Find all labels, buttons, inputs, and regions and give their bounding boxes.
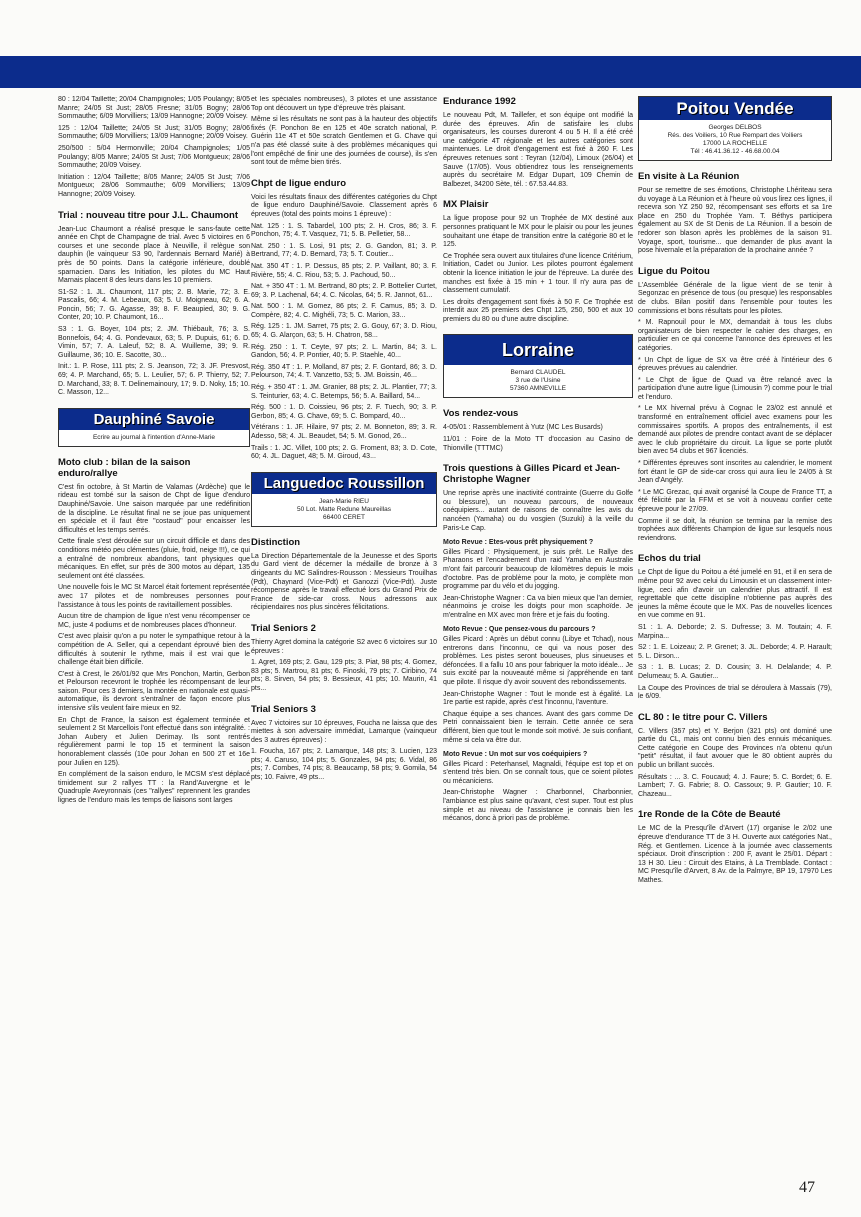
article-paragraph: Cette finale s'est déroulée sur un circuit difficile et dans des conditions météo peu clémentes (pluie, froid, neige !!!), ce qui a entraîné de nombreux abandons, tant physiques que mécaniques. En effet, sur près de 300 motos au départ, 135 seulement ont été classées. [58,538,250,580]
interview-answer: Jean-Christophe Wagner : Tout le monde est à égalité. La 1re partie est rapide, après c'est l'inconnu, l'aventure. [443,690,633,707]
results-reg-125: Rég. 125 : 1. JM. Sarret, 75 pts; 2. G. Gouy, 67; 3. D. Riou, 65; 4. G. Alarçon, 63; 5. H. Chatron, 58... [251,323,437,340]
echos-trial-title: Echos du trial [638,553,701,565]
results-init: Init.: 1. P. Rose, 111 pts; 2. S. Jeanson, 72; 3. JF. Presvost, 69; 4. P. Marchand, 65; 5. L. Leulier, 57; 6. P. Thierry, 52; 7. D. Marchand, 33; 8. T. Delinemainoury, 17; 9. D. Noky, 15; 10. C. Masson, 12... [58,363,250,397]
page-number: 47 [799,1179,815,1196]
article-paragraph: * Le Chpt de ligue de Quad va être relancé avec la participation d'une autre ligue (Limousin ?) comme pour le trial et l'enduro. [638,376,832,401]
results-nat-plus-350-4t: Nat. + 350 4T : 1. M. Bertrand, 80 pts; 2. P. Bottelier Curtet, 69; 3. P. Lachenal, 64; 4. C. Nicolas, 64; 5. R. Jannot, 61... [251,283,437,299]
article-paragraph: * Un Chpt de ligue de SX va être créé à l'intérieur des 6 épreuves prévues au calendrier. [638,356,832,373]
article-paragraph: Les droits d'engagement sont fixés à 50 F. Ce Trophée est interdit aux 25 premiers des Chpt 125, 250, 500 et aux 10 premiers du 80 ou d'une autre discipline. [443,298,633,323]
trial-seniors-3-title: Trial Seniors 3 [251,703,316,715]
article-paragraph: Thierry Agret domina la catégorie S2 avec 6 victoires sur 10 épreuves : [251,638,437,655]
interview-answer: Jean-Christophe Wagner : Ca va bien mieux que l'an dernier, néanmoins je croise les doigts pour mon scaphoïde. Je m'entraîne en MX avec mon frère et je fais du footing. [443,594,633,619]
results-cl-80: Résultats : ... 3. C. Foucaud; 4. J. Faure; 5. C. Bordet; 6. E. Lambert; 7. G. Fabrie; 8. O. Cassoux; 9. P. Gautier; 10. F. Chazeau... [638,773,832,798]
results-s3: S3 : 1. G. Boyer, 104 pts; 2. JM. Thiébault, 76; 3. S. Bonnefois, 64; 4. G. Pondevaux, 63; 5. P. Dupuis, 61; 6. D. Vimin, 57; 7. A. Laleuf, 52; 8. A. Wuilleme, 39; 9. R. Guillaume, 36; 10. E. Sacotte, 30... [58,326,250,359]
column-4 [638,96,832,1217]
moto-club-title: Moto club : bilan de la saison enduro/rallye [58,456,191,479]
ronde-cote-beaute-title: 1re Ronde de la Côte de Beauté [638,809,781,821]
contact-city: 17000 LA ROCHELLE [702,140,768,147]
contact-name: Bernard CLAUDEL [510,369,566,377]
article-paragraph: * M. Rapnouil pour le MX, demandait à tous les clubs organisateurs de bien respecter le cahier des charges, en particulier en ce qui concerne l'annonce des épreuves et les catégories. [638,319,832,352]
article-paragraph: Une reprise après une inactivité contrainte (Guerre du Golfe ou blessure), un nouveau parcours, de nouveaux coéquipiers... autant de raisons de connaître les avis du nancéen (Yamaha) ou du vosgien (Suzuki) à la veille du Paris-Le Cap. [443,490,633,532]
interview-answer: Chaque équipe a ses chances. Avant des gars comme De Petri connaissaient bien le terrain. Cette année ce sera différent, bien que tout le monde soit motivé. Je suis confiant, même si cela va être dur. [443,710,633,744]
enduro-title: Chpt de ligue enduro [251,177,346,189]
trial-seniors-2-title: Trial Seniors 2 [251,622,316,634]
calendar-initiation: Initiation : 12/04 Taillette; 8/05 Manre; 24/05 St Just; 7/06 Montgueux; 28/06 Sommauthe; 6/09 Morvilliers; 13/09 Hannogne; 20/09 Voisey. [58,173,250,198]
event-item: 11/01 : Foire de la Moto TT d'occasion au Casino de Thionville (TTTMC) [443,436,633,452]
results-s3: 1. Foucha, 167 pts; 2. Lamarque, 148 pts; 3. Lucien, 123 pts; 4. Caruso, 104 pts; 5. Gonzales, 94 pts; 6. Vidal, 86 pts; 7. Combes, 74 pts; 8. Beaucamp, 58 pts; 9. Gomila, 54 pts; 10. Faivre, 49 pts... [251,748,437,782]
region-contact [252,494,436,526]
region-title: Lorraine [444,335,632,365]
region-contact [444,365,632,397]
article-paragraph: Jean-Luc Chaumont a réalisé presque le sans-faute cette année en Chpt de Champagne de trial. Avec 5 victoires en 6 courses et une seconde place à Neuville, il relègue son dauphin (le vainqueur S3 90, l'ardennais Bernard Marié) à près de 50 points. Dans la catégorie inférieure, doublé sparnacien. Dans les Initiation, les pilotes du MC Haut Marnais placent 8 des leurs dans les 10 premiers. [58,225,250,285]
endurance-1992-title: Endurance 1992 [443,96,516,107]
contact-address: Rés. des Voiliers, 10 Rue Rempart des Voiliers [667,132,803,139]
results-veterans: Vétérans : 1. JF. Hilaire, 97 pts; 2. M. Bonneton, 89; 3. R. Adesso, 58; 4. JL. Beaudet, 54; 5. M. Gonod, 26... [251,424,437,440]
reunion-title: En visite à La Réunion [638,171,740,182]
article-paragraph: Une nouvelle fois le MC St Marcel était fortement représentée avec 17 pilotes et de nombreuses personnes pour l'assistance à tous les points de ravitaillement possibles. [58,584,250,609]
interview-answer: Gilles Picard : Physiquement, je suis prêt. Le Rallye des Pharaons et l'encadrement d'un raid Yamaha en Australie m'ont fait parcourir beaucoup de kilomètres depuis le mois d'octobre. Pas de problème pour la moto, je complète mon programme par du vélo et du jogging. [443,548,633,591]
region-title: Dauphiné Savoie [59,409,249,430]
dauphine-savoie-box [58,408,250,447]
results-nat-500: Nat. 500 : 1. M. Gomez, 86 pts; 2. F. Camus, 85; 3. D. Compère, 82; 4. C. Mighéli, 73; 5. C. Marion, 33... [251,303,437,319]
article-paragraph: La Direction Départementale de la Jeunesse et des Sports du Gard vient de décerner la médaille de bronze à 3 dirigeants du MC Salindres-Rousson : Messieurs Trouilhas (Pdt), Chaynard (Vice-Pdt) et Ganozzi (Vice-Pdt). Juste récompense après le travail effectué lors du Grand Prix de France de side-car cross. Nous adressons aux récipiendaires nos plus sincères félicitations. [251,552,437,612]
article-paragraph: En Chpt de France, la saison est également terminée et seulement 2 St Marcellois l'ont effectué dans son intégralité. : Johan Aubery et Julien Derimay. Ils sont rentrés régulièrement parmi le top 15 et terminent la saison honorablement classés (10e pour Johan en 500 2T et 16e pour Julien en 125). [58,716,250,767]
article-paragraph: Ce Trophée sera ouvert aux titulaires d'une licence Critérium, Initiation, Cadet ou Junior. Les pilotes pourront également obtenir la licence initiation le jour de l'épreuve. La durée des manches est fixée à 15 min + 1 tour. Il n'y aura pas de classement cumulatif. [443,252,633,295]
results-reg-plus-350-4t: Rég. + 350 4T : 1. JM. Granier, 88 pts; 2. JL. Plantier, 77; 3. S. Teinturier, 63; 4. C. Betemps, 56; 5. A. Baillard, 54... [251,384,437,400]
article-paragraph: Avec 7 victoires sur 10 épreuves, Foucha ne laissa que des miettes à son adversaire immédiat, Lamarque (vainqueur des 3 autres épreuves) : [251,719,437,744]
column-1 [58,96,250,1217]
contact-address: 50 Lot. Matte Redune Maureillas [297,505,391,513]
article-paragraph: et les spéciales nombreuses), 3 pilotes et une assistance Top ont découvert un type d'épreuve très plaisant. [251,96,437,112]
calendar-80: 80 : 12/04 Taillette; 20/04 Champignoles; 1/05 Poulangy; 8/05 Manre; 24/05 St Just; 28/05 Fresne; 31/05 Bogny; 28/06 Sommauthe; 6/09 Morvilliers; 13/09 Hannogne; 20/09 Voisey. [58,96,250,121]
mx-plaisir-title: MX Plaisir [443,199,489,211]
calendar-125: 125 : 12/04 Taillette; 24/05 St Just; 31/05 Bogny; 28/06 Sommauthe; 6/09 Morvilliers; 13/09 Hannogne; 20/09 Voisey. [58,124,250,141]
trial-chaumont-title: Trial : nouveau titre pour J.L. Chaumont [58,209,238,221]
article-paragraph: La ligue propose pour 92 un Trophée de MX destiné aux personnes pratiquant le MX pour le plaisir ou pour les jeunes souhaitant une étape de transition entre la catégorie 80 et le 125. [443,215,633,249]
article-paragraph: Même si les résultats ne sont pas à la hauteur des objectifs fixés (F. Ponchon 8e en 125 et 40e scratch national, P. Guérin 11e 4T et 50e scratch Gentlemen et G. Chave qui n'a pas été classé suite à des problèmes mécaniques qui l'ont empêché de finir une des journées de course), ils s'en sont tout de même bien tirés. [251,116,437,167]
ligue-poitou-title: Ligue du Poitou [638,265,710,277]
article-paragraph: Voici les résultats finaux des différentes catégories du Chpt de ligue enduro Dauphiné/Savoie. Classement après 6 épreuves (total des points moins 1 épreuve) : [251,193,437,218]
interview-answer: Gilles Picard : Peterhansel, Magnaldi, l'équipe est top et on s'entend très bien. On se connaît tous, que ce soient pilotes ou mécaniciens. [443,760,633,785]
interview-answer: Gilles Picard : Après un début connu (Libye et Tchad), nous entrerons dans l'inconnu, ce qui va nous poser des problèmes. Les pistes seront boueuses, plus sinueuses et défoncées. Il a fallu 10 ans pour fabriquer la moto idéale... Je suis excité par la nouveauté même si j'appréhende en tant que pilote. Il risque d'y avoir souvent des rebondissements. [443,635,633,686]
article-paragraph: La Coupe des Provinces de trial se déroulera à Massais (79), le 6/09. [638,684,832,701]
article-paragraph: Comme il se doit, la réunion se termina par la remise des trophées aux différents Champion de ligue sur lesquels nous reviendrons. [638,517,832,542]
article-paragraph: C. Villers (357 pts) et Y. Berjon (321 pts) ont dominé une partie du CL, mais ont connu bien des ennuis mécaniques. Cette catégorie en Coupe des Provinces n'a obtenu qu'un "petit" résultat, il faut avouer que le 80 obtient auprès du public un brillant succès. [638,727,832,770]
results-s1: S1 : 1. A. Deborde; 2. S. Dufresse; 3. M. Toutain; 4. F. Marpina... [638,623,832,640]
results-s2: 1. Agret, 169 pts; 2. Gau, 129 pts; 3. Piat, 98 pts; 4. Gomez, 83 pts; 5. Martrou, 81 pts; 6. Finoski, 79 pts; 7. Ciribino, 74 pts; 8. Sirven, 54 pts; 9. Bessieux, 41 pts; 10. Maurin, 41 pts... [251,659,437,692]
contact-name: Jean-Marie RIEU [319,497,369,505]
results-reg-350-4t: Rég. 350 4T : 1. P. Molland, 87 pts; 2. F. Gontard, 86; 3. D. Pelourson, 74; 4. T. Vanzetto, 53; 5. JM. Boissin, 46... [251,363,437,380]
region-contact [639,120,831,160]
results-reg-500: Rég. 500 : 1. D. Coissieu, 96 pts; 2. F. Tuech, 90; 3. P. Gerbon, 85; 4. G. Chave, 69; 5. C. Bompard, 40... [251,404,437,420]
languedoc-roussillon-box [251,472,437,527]
contact-address: 3 rue de l'Usine [515,377,561,385]
results-s2: S2 : 1. E. Loizeau; 2. P. Grenet; 3. JL. Deborde; 4. P. Harault; 5. L. Dirson... [638,644,832,660]
region-title: Poitou Vendée [639,97,831,120]
results-s1-s2: S1-S2 : 1. JL. Chaumont, 117 pts; 2. B. Marie, 72; 3. E. Pascalis, 66; 4. M. Lebeaux, 63; 5. U. Moigneau, 62; 6. A. Poncin, 56; 7. G. Agasse, 39; 8. F. Beaupied, 30; 9. G. Conter, 20; 10. P. Chaumont, 16... [58,288,250,322]
article-paragraph: Le MC de la Presqu'île d'Arvert (17) organise le 2/02 une épreuve d'endurance TT de 3 H. Ouverte aux catégories Nat., Rég. et Gentlemen. Licence à la journée avec classements spéciaux. Droit d'inscription : 200 F, avant le 25/01. Départ : 13 H 30. Lieu : Circuit des Etains, à La Tremblade. Contact : MC Presqu'île d'Arvert, 8 Av. de la Palmyre, BP 19, 17970 Les Mathes. [638,825,832,884]
article-paragraph: Le nouveau Pdt, M. Taillefer, et son équipe ont modifié la durée des épreuves. Afin de satisfaire les clubs organisateurs, les courses dureront 4 ou 5 H. Il a été créé une catégorie 4T régionale et les autres catégories sont maintenues. Le droit d'engagement est fixé à 260 F. Les épreuves retenues sont : Teyran (12/04), Limoux (26/04) et Sauve (17/05). Vous obtiendrez tous les renseignements auprès du secrétaire M. Edgar Dupart, 109 Chemin de Balbezet, 34200 Sète, tél. : 67.53.44.83. [443,112,633,188]
interview-question: Moto Revue : Etes-vous prêt physiquement ? [443,539,594,547]
article-paragraph: Pour se remettre de ses émotions, Christophe Lhériteau sera du voyage à La Réunion et à l'heure où vous lirez ces lignes, il recevra son YZ 250 92, récompensant ses efforts et sa 1re place en 250 du Trophée Yam. T. Béthys participera également au SX de St Denis de La Réunion. Il a besoin de redorer son blason après les problèmes de la saison 91. Voyage, sport, tourisme... que demander de plus avant la pose hivernale et la préparation de la prochaine année ? [638,187,832,255]
results-nat-125: Nat. 125 : 1. S. Tabardel, 100 pts; 2. H. Cros, 86; 3. F. Ponchon, 75; 4. T. Vasquez, 71; 5. B. Pelletier, 58... [251,222,437,239]
column-3 [443,96,633,1217]
results-nat-350-4t: Nat. 350 4T : 1. P. Dessus, 85 pts; 2. P. Vaillant, 80; 3. F. Rivière, 55; 4. C. Riou, 53; 5. J. Pachoud, 50... [251,262,437,279]
cl-80-title: CL 80 : le titre pour C. Villers [638,711,768,723]
article-paragraph: C'est fin octobre, à St Martin de Valamas (Ardèche) que le rideau est tombé sur la saison de Chpt de ligue d'enduro Dauphiné/Savoie. Une saison marquée par une redéfinition de la discipline. Le résultat final ne se joue pas uniquement en spéciale et il faut être "costaud" pour encaisser les difficultés et les temps serrés. [58,483,250,534]
article-paragraph: Aucun titre de champion de ligue n'est venu récompenser ce MC, juste 4 podiums et de nombreuses places d'honneur. [58,613,250,629]
vos-rendez-vous-title: Vos rendez-vous [443,408,519,420]
interview-question: Moto Revue : Que pensez-vous du parcours ? [443,626,596,634]
contact-name: Georges DELBOS [708,124,762,131]
article-paragraph: * Le MC Grezac, qui avait organisé la Coupe de France TT, a été félicité par la FFM et se voit à nouveau confier cette épreuve pour le 27/09. [638,488,832,513]
article-paragraph: * Le MX hivernal prévu à Cognac le 23/02 est annulé et transformé en entraînement officiel avec examens pour les commissaires sportifs. A propos des entraînements, il est demandé aux pilotes de prendre contact avant de se déplacer avec le club propriétaire du circuit. La ligue se porte plutôt bien avec 54 clubs et 967 licenciés. [638,405,832,456]
interview-answer: Jean-Christophe Wagner : Charbonnel, Charbonnier, l'ambiance est plus saine qu'avant, c'est super. Tout est plus simple et au niveau de l'assistance je connais bien les mécanos, donc à priori pas de problème. [443,789,633,823]
distinction-title: Distinction [251,536,301,548]
contact-city: 57360 AMNEVILLE [509,385,566,393]
lorraine-box [443,334,633,398]
event-item: 4-05/01 : Rassemblement à Yutz (MC Les Busards) [443,424,603,432]
results-nat-250: Nat. 250 : 1. S. Losi, 91 pts; 2. G. Gandon, 81; 3. P. Bertrand, 77; 4. D. Bernard, 73; 5. T. Coutier... [251,242,437,259]
trois-questions-title: Trois questions à Gilles Picard et Jean-Christophe Wagner [443,463,620,486]
article-paragraph: L'Assemblée Générale de la ligue vient de se tenir à Segonzac en présence de tous (ou presque) les responsables de clubs. Bilan positif dans l'ensemble pour toutes les commissions et bons résultats pour les pilotes. [638,281,832,315]
article-paragraph: Le Chpt de ligue du Poitou a été jumelé en 91, et il en sera de même pour 92 avec celui du Limousin et un classement inter-ligue, ceci afin d'avoir un calendrier plus attractif. Il est regrettable que cette discipline n'obtienne pas auprès des jeunes la même écoute que le MX. Pas de nouvelles licences en vue comme en 91. [638,569,832,620]
results-trails: Trails : 1. JC. Villet, 100 pts; 2. G. Froment, 83; 3. D. Cote, 60; 4. JL. Daguet, 48; 5. M. Giroud, 43... [251,444,437,461]
results-s3: S3 : 1. B. Lucas; 2. D. Cousin; 3. H. Delalande; 4. P. Delumeau; 5. A. Gautier... [638,664,832,680]
contact-phone: Tél : 46.41.36.12 - 46.68.00.04 [690,148,780,155]
article-paragraph: En complément de la saison enduro, le MCSM s'est déplacé timidement sur 2 rallyes TT : la Rand'Auvergne et le Quadruple Aveyronnais (ces "rallyes" reprennent les grandes lignes de l'enduro mais les temps de liaisons sont larges [58,771,250,804]
interview-question: Moto Revue : Un mot sur vos coéquipiers ? [443,751,588,759]
article-paragraph: C'est avec plaisir qu'on a pu noter le sympathique retour à la compétition de A. Seller, qui a cependant éprouvé bien des difficultés à soutenir le rythme, mais il est vrai que le challenge était bien difficile. [58,633,250,667]
calendar-250-500: 250/500 : 5/04 Hermonville; 20/04 Champignoles; 1/05 Poulangy; 8/05 Manre; 24/05 St Just; 7/06 Montgueux; 28/06 Sommauthe; 20/09 Voisey. [58,144,250,170]
contact-city: 66400 CERET [323,513,365,521]
article-paragraph: * Différentes épreuves sont inscrites au calendrier, le moment fort étant le GP de side-car cross qui aura lieu le 24/05 à St Jean d'Angély. [638,460,832,485]
poitou-vendee-box [638,96,832,161]
region-contact: Ecrire au journal à l'intention d'Anne-Marie [92,433,216,441]
header-band [0,56,861,88]
results-reg-250: Rég. 250 : 1. T. Ceyte, 97 pts; 2. L. Martin, 84; 3. L. Gandon, 56; 4. P. Pontier, 40; 5. P. Staehle, 40... [251,343,437,360]
column-2 [251,96,437,1217]
region-title: Languedoc Roussillon [252,473,436,494]
article-paragraph: C'est à Crest, le 26/01/92 que Mrs Ponchon, Martin, Gerbon et Pelourson recevront le trophée les récompensant de leur saison. Pour ces 3 derniers, la montée en nationale est quasi-automatique, ils devront s'entraîner de façon encore plus intensive s'ils veulent faire mieux en 92. [58,670,250,713]
